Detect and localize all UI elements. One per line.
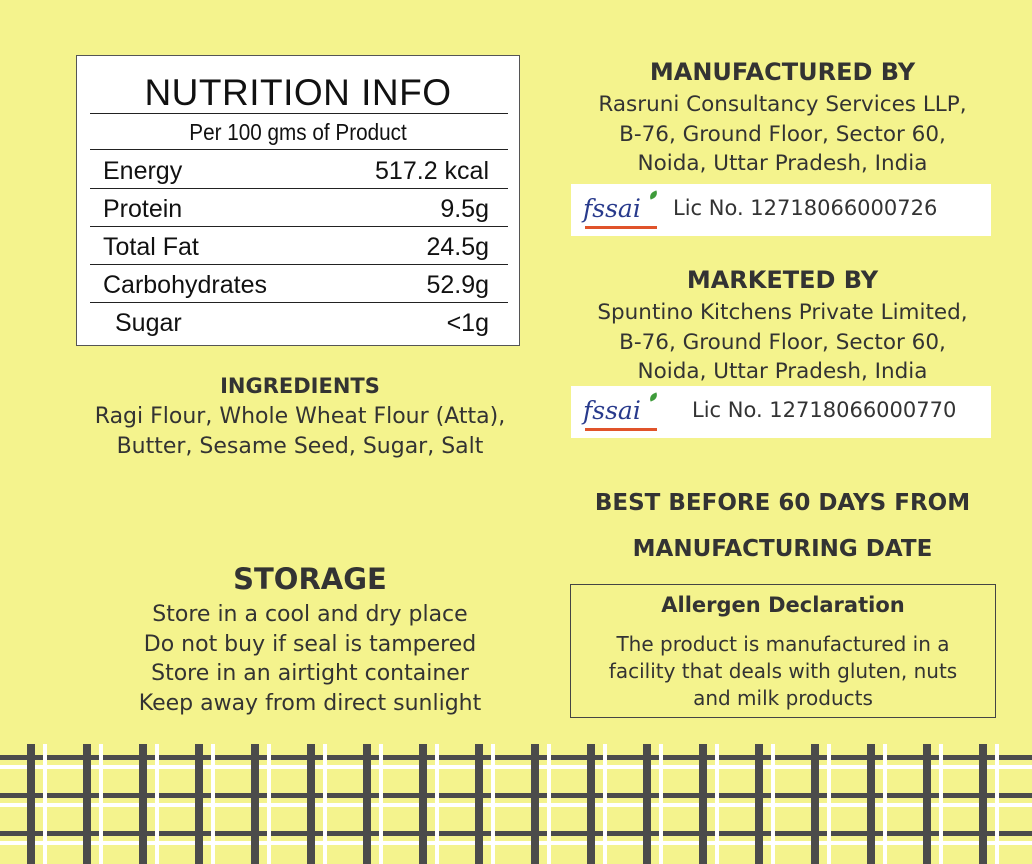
nutrition-row [103,267,489,303]
storage-line: Store in an airtight container [151,661,469,686]
divider [90,226,508,227]
license-number: Lic No. 12718066000726 [673,196,938,220]
nutrition-row [103,229,489,265]
nutrient-value: <1g [446,309,489,337]
address-line: Noida, Uttar Pradesh, India [637,151,928,176]
storage-line: Store in a cool and dry place [152,602,468,627]
manufactured-heading: MANUFACTURED BY [649,58,916,86]
allergen-line: and milk products [693,686,873,710]
ingredients-text [60,402,540,462]
nutrient-label: Carbohydrates [103,271,267,299]
nutrient-value: 517.2 kcal [375,157,489,185]
ingredients-heading: INGREDIENTS [220,374,380,398]
nutrient-label: Energy [103,157,183,185]
fssai-logo-text: fssai [583,194,641,223]
storage-heading: STORAGE [233,562,387,596]
marketer-address [560,298,1005,387]
nutrition-subtitle: Per 100 gms of Product [189,119,407,145]
fssai-logo-text: fssai [583,396,641,425]
nutrient-label: Sugar [115,309,182,337]
divider [90,302,508,303]
allergen-box [570,584,996,718]
leaf-icon [648,392,659,401]
nutrition-title: NUTRITION INFO [144,72,452,113]
nutrient-value: 9.5g [440,195,489,223]
nutrient-value: 24.5g [426,233,489,261]
best-before-line1: BEST BEFORE 60 DAYS FROM [594,490,971,516]
nutrient-label: Total Fat [103,233,199,261]
license-number: Lic No. 12718066000770 [692,398,957,422]
marketed-heading: MARKETED BY [686,266,879,294]
divider [90,149,508,150]
fssai-license-box [571,184,991,236]
nutrition-row [103,191,489,227]
fssai-logo [583,194,659,228]
nutrition-row [103,153,489,189]
divider [90,113,508,114]
manufacturer-address [560,90,1005,179]
allergen-heading: Allergen Declaration [661,593,905,617]
fssai-license-box [571,386,991,438]
nutrient-value: 52.9g [426,271,489,299]
storage-text [90,600,530,718]
fssai-logo [583,396,659,430]
nutrient-label: Protein [103,195,183,223]
address-line: B-76, Ground Floor, Sector 60, [619,121,946,147]
address-line: B-76, Ground Floor, Sector 60, [619,329,946,355]
allergen-line: facility that deals with gluten, nuts [608,659,958,683]
address-line: Rasruni Consultancy Services LLP, [598,92,967,117]
ingredients-line: Ragi Flour, Whole Wheat Flour (Atta), [94,404,506,429]
address-line: Noida, Uttar Pradesh, India [637,359,928,384]
address-line: Spuntino Kitchens Private Limited, [597,300,968,325]
divider [90,188,508,189]
best-before-line2: MANUFACTURING DATE [632,536,933,562]
logo-underline [585,226,657,229]
allergen-line: The product is manufactured in a [616,632,950,656]
logo-underline [585,428,657,431]
allergen-text [581,631,985,712]
nutrition-row [103,305,489,341]
storage-line: Do not buy if seal is tampered [143,631,477,657]
gingham-pattern-border [0,744,1032,864]
divider [90,264,508,265]
nutrition-table [76,55,520,346]
leaf-icon [648,190,659,199]
ingredients-line: Butter, Sesame Seed, Sugar, Salt [116,434,484,459]
storage-line: Keep away from direct sunlight [138,690,482,716]
